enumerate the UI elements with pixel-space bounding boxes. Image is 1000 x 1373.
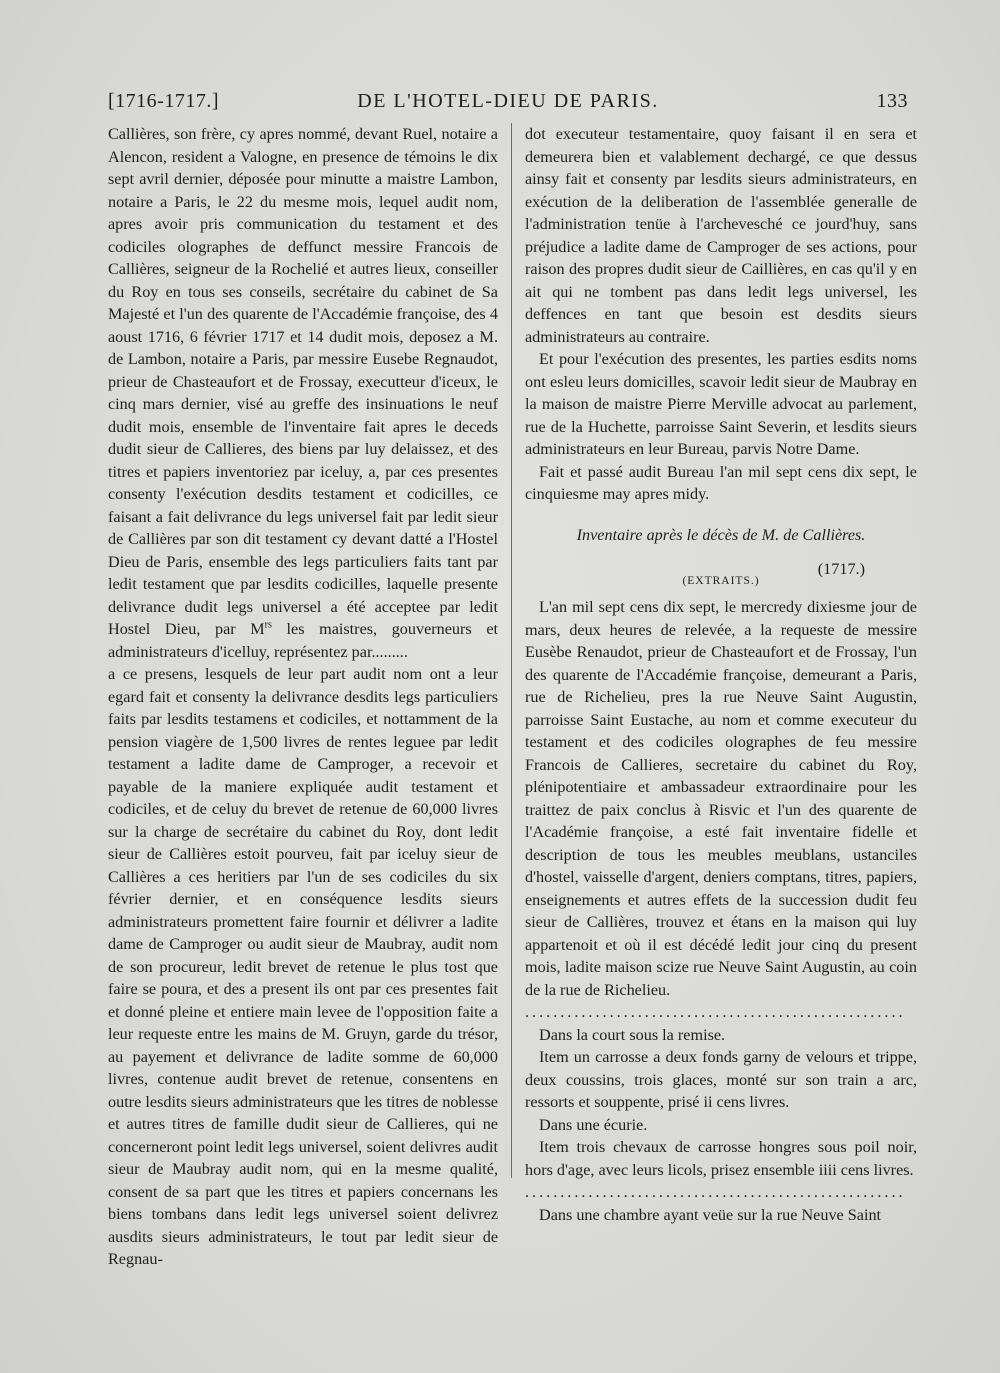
left-paragraph-2: a ce presens, lesquels de leur part audit nom ont a leur egard fait et consenty la delivrance desdits legs particuliers faits par lesdits testamens et codiciles, et nottamment de la pension viagère de 1,500 livres de rentes leguee par ledit testament a ladite dame de Camproger, a recevoir et payable de la maniere expliquée audit testament et codiciles, et de celuy du brevet de retenue de 60,000 livres sur la charge de secrétaire du cabinet du Roy, dont ledit sieur de Callières estoit pourveu, fait par iceluy sieur de Callières a ces heritiers par l'un de ses codiciles du six février dernier, et en conséquence lesdits sieurs administrateurs promettent faire fournir et délivrer a ladite dame de Camproger ou audit sieur de Maubray, audit nom de son procureur, ledit brevet de retenue le plus tost que faire se poura, et des a present ils ont par ces presentes fait et donné pleine et entiere main levee de l'opposition faite a leur requeste entre les mains de M. Gruyn, garde du trésor, au payement et delivrance de ladite somme de 60,000 livres, contenue audit brevet de retenue, consentens en outre lesdits sieurs administrateurs que les titres de noblesse et autres titres de famille dudit sieur de Callieres, qui ne concerneront point ledit legs universel, soient delivres audit sieur de Maubray audit nom, qui en la mesme qualité, consent de sa part que les titres et papiers concernans les biens tombans dans ledit legs universel soient delivrez ausdits sieurs administrateurs, le tout par ledit sieur de Regnau- <box>108 665 498 1268</box>
right-paragraph-9: Dans une chambre ayant veüe sur la rue Neuve Saint <box>539 1205 882 1224</box>
right-paragraph-5: Dans la court sous la remise. <box>539 1025 726 1044</box>
page-header <box>108 90 908 120</box>
running-title: DE L'HOTEL-DIEU DE PARIS. <box>357 90 659 112</box>
extraits-block <box>525 546 917 596</box>
right-paragraph-4: L'an mil sept cens dix sept, le mercredy dixiesme jour de mars, deux heures de relevée, a la requeste de messire Eusèbe Renaudot, prieur de Chasteaufort et de Frossay, l'un des quarente de l'Accadémie françoise, demeurant a Paris, rue de Richelieu, pres la rue Neuve Saint Augustin, parroisse Saint Eustache, au nom et comme executeur du testament et des codiciles olographes de feu messire Francois de Callieres, secretaire du cabinet du Roy, plénipotentiaire et ambassadeur extraordinaire pour les traittez de paix conclus à Risvic et l'un des quarente de l'Académie françoise, a esté fait inventaire fidelle et description de tous les meubles meublans, ustanciles d'hostel, vaisselle d'argent, deniers comptans, titres, papiers, enseignements et autres effets de la succession dudit feu sieur de Callières, trouvez et étans en la maison qui luy appartenoit et où il est décédé ledit jour cinq du present mois, ladite maison scize rue Neuve Saint Augustin, au coin de la rue de Richelieu. <box>525 598 917 999</box>
right-paragraph-2: Et pour l'exécution des presentes, les parties esdits noms ont esleu leurs domicilles, scavoir ledit sieur de Maubray en la maison de maistre Pierre Merville advocat au parlement, rue de la Huchette, parroisse Saint Severin, et lesdits sieurs administrateurs en leur Bureau, parvis Notre Dame. <box>525 350 917 458</box>
right-paragraph-3: Fait et passé audit Bureau l'an mil sept cens dix sept, le cinquiesme may apres midy. <box>525 462 917 503</box>
page-number: 133 <box>876 90 908 112</box>
extraits-label: (EXTRAITS.) <box>682 575 760 587</box>
ellipsis-line-2: ...................................................... <box>525 1183 906 1201</box>
column-divider <box>511 123 512 1178</box>
superscript: rs <box>264 619 272 631</box>
section-title: Inventaire après le décès de M. de Callières. <box>576 525 866 544</box>
right-paragraph-8: Item trois chevaux de carrosse hongres sous poil noir, hors d'age, avec leurs licols, prisez ensemble iiii cens livres. <box>525 1138 917 1179</box>
year-label: (1717.) <box>817 560 865 578</box>
left-column <box>108 123 498 1271</box>
left-paragraph-1: Callières, son frère, cy apres nommé, devant Ruel, notaire a Alencon, resident a Valogne, en presence de témoins le dix sept avril dernier, déposée pour minutte a maistre Lambon, notaire a Paris, le 22 du mesme mois, lequel audit nom, apres avoir pris communication du testament et des codiciles olographes de deffunct messire Francois de Callières, seigneur de la Rochelié et autres lieux, conseiller du Roy en tous ses conseils, secrétaire du cabinet de Sa Majesté et l'un des quarente de l'Accadémie françoise, des 4 aoust 1716, 6 février 1717 et 14 dudit mois, deposez a M. de Lambon, notaire a Paris, par messire Eusebe Regnaudot, prieur de Chasteaufort et de Frossay, executteur d'iceux, le cinq mars dernier, visé au greffe des insinuations le neuf dudit mois, ensemble de l'inventaire fait apres le deceds dudit sieur de Callieres, des biens par luy delaissez, et des titres et papiers inventoriez par iceluy, a, par ces presentes consenty l'exécution desdits testament et codicilles, ce faisant a fait delivrance du legs universel fait par ledit sieur de Callières par son dit testament cy devant datté a l'Hostel Dieu de Paris, ensemble des legs particuliers faits tant par ledit testament que par lesdits codicilles, laquelle presente delivrance dudit legs universel a été acceptee par ledit Hostel Dieu, par $M^{rs}$ les maistres, gouverneurs et administrateurs d'icelluy, représentez par......... <box>108 125 499 661</box>
right-paragraph-7: Dans une écurie. <box>539 1115 648 1134</box>
right-column <box>525 123 917 1226</box>
right-paragraph-6: Item un carrosse a deux fonds garny de velours et trippe, deux coussins, trois glaces, monté sur son train a arc, ressorts et souppente, prisé ii cens livres. <box>525 1048 917 1111</box>
right-paragraph-1: dot executeur testamentaire, quoy faisant il en sera et demeurera bien et valablement dechargé, ce que dessus ainsy fait et consenty par lesdits sieurs administrateurs, en exécution de la deliberation de l'assemblée generalle de l'administration tenüe à l'archevesché ce jourd'huy, sans préjudice a ladite dame de Camproger de ses actions, pour raison des propres dudit sieur de Caillières, en cas qu'il y en ait qui ne tombent pas dans ledit legs universel, les deffences en tant que besoin est desdits sieurs administrateurs au contraire. <box>525 125 917 346</box>
date-range: [1716-1717.] <box>108 90 219 112</box>
ellipsis-line-1: ...................................................... <box>525 1003 906 1021</box>
